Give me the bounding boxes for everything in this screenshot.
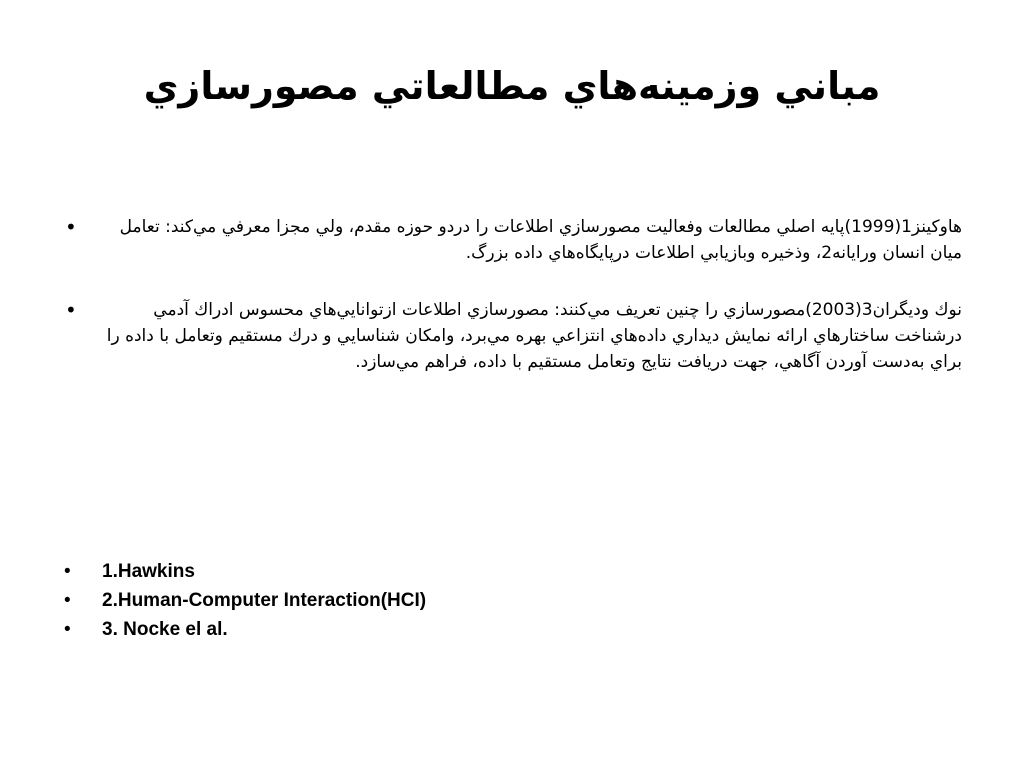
reference-item: [64, 557, 426, 586]
reference-item: [64, 615, 426, 644]
bullet-marker: •: [65, 297, 77, 322]
bullet-marker: •: [64, 590, 71, 611]
bullet-marker: •: [64, 619, 71, 640]
bullet-item-hawkins: [65, 214, 962, 267]
reference-text: 3. Nocke el al.: [102, 619, 228, 640]
bullet-item-nocke: [65, 297, 962, 376]
reference-item: [64, 586, 426, 615]
reference-list: [64, 557, 426, 644]
slide-title: مباني وزمينه‌هاي مطالعاتي مصورسازي: [143, 64, 881, 108]
reference-text: 1.Hawkins: [102, 561, 195, 582]
bullet-marker: •: [64, 561, 71, 582]
bullet-text: نوك وديگران3(2003)مصورسازي را چنين تعريف مي‌كنند: مصورسازي اطلاعات ازتوانايي‌هاي محسوس ادراك آدمي درشناخت ساختارهاي ارائه نمايش ديداري داده‌هاي انتزاعي بهره مي‌برد، وامكان شناسايي و درك مستقيم وتعامل با داده را براي به‌دست آوردن آگاهي، جهت دريافت نتايج وتعامل مستقيم با داده، فراهم مي‌سازد.: [106, 299, 962, 373]
bullet-marker: •: [65, 215, 77, 239]
main-bullet-list: [65, 214, 962, 406]
bullet-text: هاوكينز1(1999)پايه اصلي مطالعات وفعاليت مصورسازي اطلاعات را دردو حوزه مقدم، ولي مجزا معرفي مي‌كند: تعامل ميان انسان ورايانه2، وذخيره وبازيابي اطلاعات درپايگاه‌هاي داده بزرگ.: [119, 217, 962, 264]
reference-text: 2.Human-Computer Interaction(HCI): [102, 590, 427, 611]
